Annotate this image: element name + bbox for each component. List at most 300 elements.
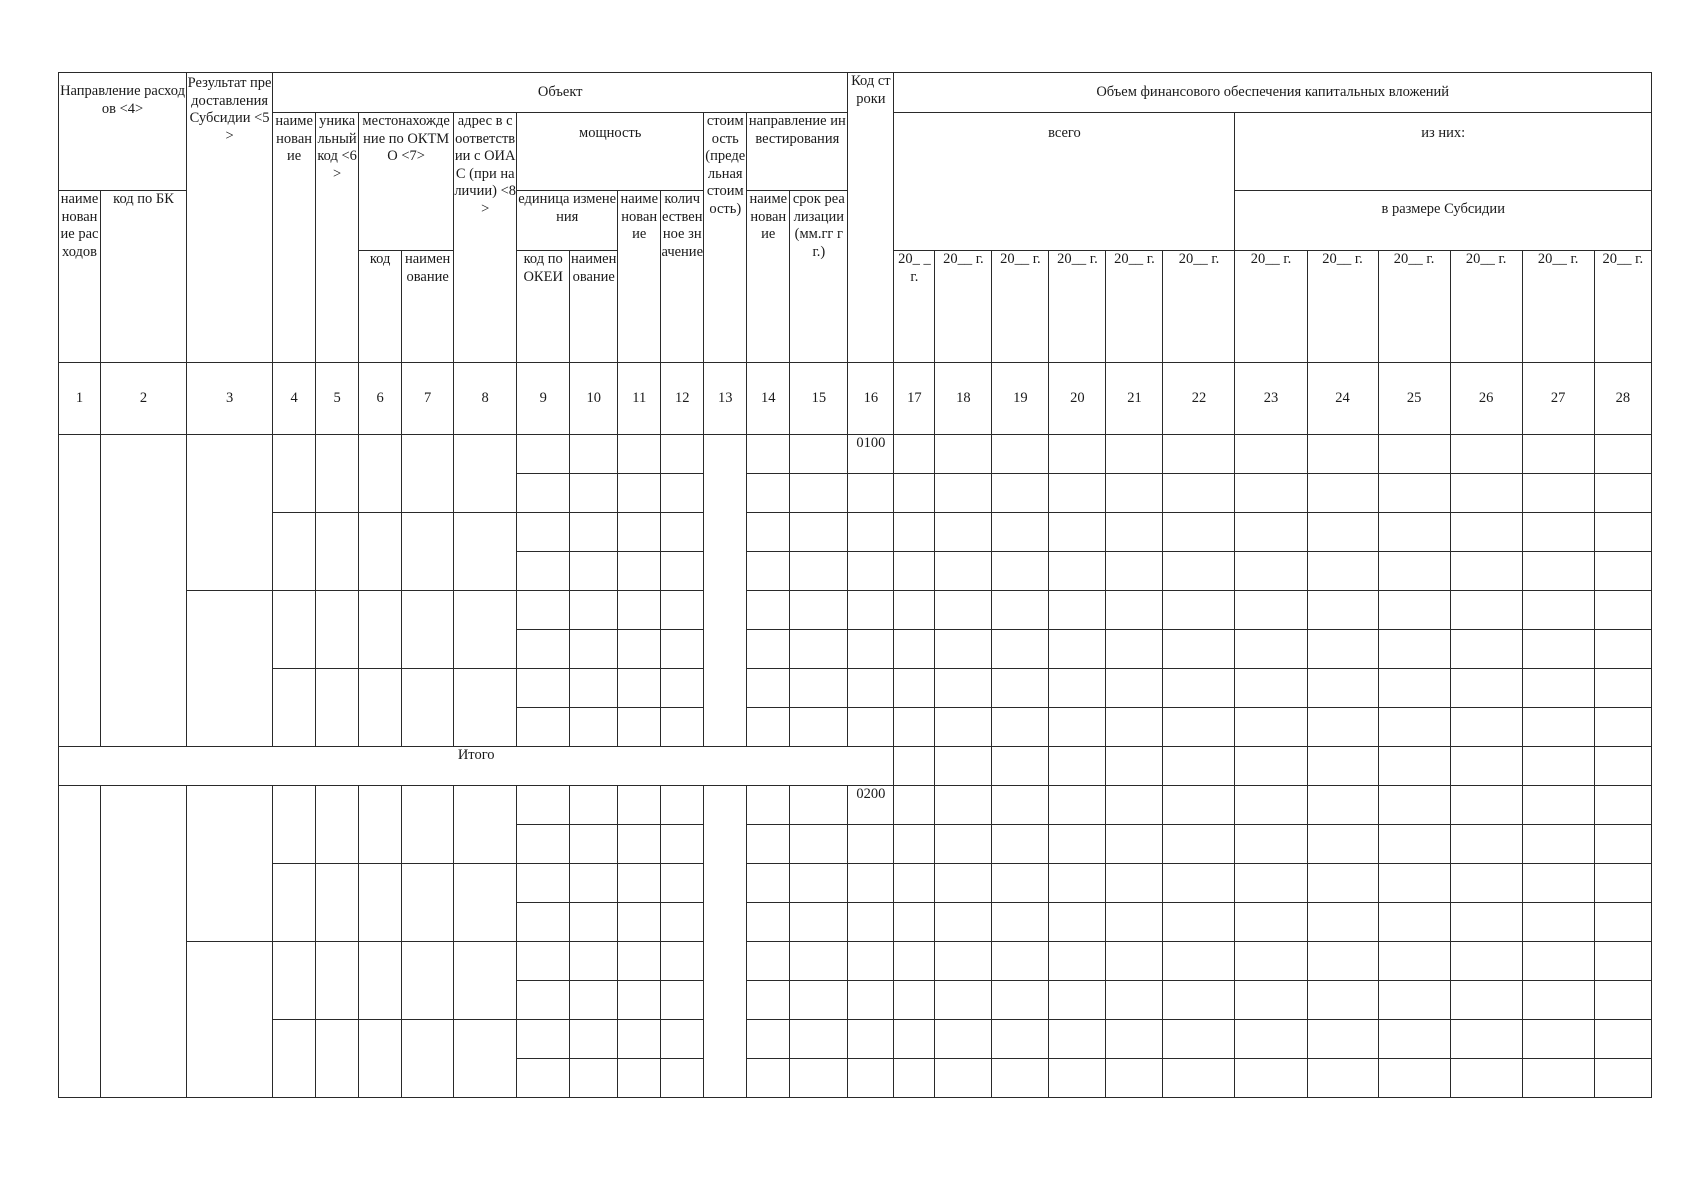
term-cell[interactable] <box>790 630 848 669</box>
amount-cell[interactable] <box>1106 708 1163 747</box>
amount-cell[interactable] <box>894 591 935 630</box>
amount-cell[interactable] <box>1450 513 1522 552</box>
object-cell[interactable] <box>402 942 454 1020</box>
result-cell[interactable] <box>187 942 273 1098</box>
object-cell[interactable] <box>359 669 402 747</box>
object-cell[interactable] <box>316 1020 359 1098</box>
capacity-cell[interactable] <box>517 708 570 747</box>
amount-cell[interactable] <box>1450 591 1522 630</box>
amount-cell[interactable] <box>1522 942 1594 981</box>
row-code-cell[interactable] <box>848 708 894 747</box>
amount-cell[interactable] <box>1049 903 1106 942</box>
itogo-amount-cell[interactable] <box>1163 747 1235 786</box>
object-cell[interactable] <box>316 942 359 1020</box>
amount-cell[interactable] <box>935 708 992 747</box>
amount-cell[interactable] <box>1235 1059 1307 1098</box>
amount-cell[interactable] <box>894 825 935 864</box>
amount-cell[interactable] <box>1307 942 1378 981</box>
itogo-amount-cell[interactable] <box>1307 747 1378 786</box>
capacity-cell[interactable] <box>618 591 661 630</box>
investment-name-cell[interactable] <box>747 435 790 474</box>
capacity-cell[interactable] <box>570 552 618 591</box>
investment-name-cell[interactable] <box>747 981 790 1020</box>
amount-cell[interactable] <box>992 942 1049 981</box>
capacity-cell[interactable] <box>517 1020 570 1059</box>
object-cell[interactable] <box>402 864 454 942</box>
row-code-cell[interactable] <box>848 1020 894 1059</box>
amount-cell[interactable] <box>1522 825 1594 864</box>
amount-cell[interactable] <box>1163 435 1235 474</box>
capacity-cell[interactable] <box>570 474 618 513</box>
object-cell[interactable] <box>454 1020 517 1098</box>
amount-cell[interactable] <box>935 942 992 981</box>
amount-cell[interactable] <box>1049 630 1106 669</box>
capacity-cell[interactable] <box>661 513 704 552</box>
amount-cell[interactable] <box>1522 981 1594 1020</box>
amount-cell[interactable] <box>894 435 935 474</box>
amount-cell[interactable] <box>935 825 992 864</box>
object-cell[interactable] <box>454 864 517 942</box>
amount-cell[interactable] <box>1106 591 1163 630</box>
itogo-amount-cell[interactable] <box>1522 747 1594 786</box>
capacity-cell[interactable] <box>618 825 661 864</box>
capacity-cell[interactable] <box>570 786 618 825</box>
amount-cell[interactable] <box>1307 786 1378 825</box>
amount-cell[interactable] <box>894 981 935 1020</box>
itogo-amount-cell[interactable] <box>1049 747 1106 786</box>
amount-cell[interactable] <box>1106 1020 1163 1059</box>
investment-name-cell[interactable] <box>747 669 790 708</box>
amount-cell[interactable] <box>992 903 1049 942</box>
object-cell[interactable] <box>402 513 454 591</box>
amount-cell[interactable] <box>894 552 935 591</box>
amount-cell[interactable] <box>1378 435 1450 474</box>
capacity-cell[interactable] <box>570 630 618 669</box>
capacity-cell[interactable] <box>618 981 661 1020</box>
capacity-cell[interactable] <box>517 864 570 903</box>
amount-cell[interactable] <box>1307 474 1378 513</box>
term-cell[interactable] <box>790 552 848 591</box>
investment-name-cell[interactable] <box>747 1020 790 1059</box>
amount-cell[interactable] <box>935 669 992 708</box>
investment-name-cell[interactable] <box>747 552 790 591</box>
itogo-amount-cell[interactable] <box>1235 747 1307 786</box>
row-code-cell[interactable] <box>848 630 894 669</box>
amount-cell[interactable] <box>1522 1059 1594 1098</box>
amount-cell[interactable] <box>1106 474 1163 513</box>
capacity-cell[interactable] <box>661 552 704 591</box>
amount-cell[interactable] <box>1450 1059 1522 1098</box>
itogo-amount-cell[interactable] <box>1106 747 1163 786</box>
amount-cell[interactable] <box>1163 786 1235 825</box>
object-cell[interactable] <box>273 786 316 864</box>
amount-cell[interactable] <box>935 630 992 669</box>
amount-cell[interactable] <box>894 786 935 825</box>
object-cell[interactable] <box>359 786 402 864</box>
amount-cell[interactable] <box>1106 669 1163 708</box>
capacity-cell[interactable] <box>517 786 570 825</box>
amount-cell[interactable] <box>1522 669 1594 708</box>
capacity-cell[interactable] <box>570 825 618 864</box>
amount-cell[interactable] <box>1307 825 1378 864</box>
itogo-amount-cell[interactable] <box>1594 747 1651 786</box>
object-cell[interactable] <box>359 1020 402 1098</box>
amount-cell[interactable] <box>1522 1020 1594 1059</box>
amount-cell[interactable] <box>992 1020 1049 1059</box>
amount-cell[interactable] <box>1450 864 1522 903</box>
expense-name-cell[interactable] <box>59 435 101 747</box>
amount-cell[interactable] <box>1594 786 1651 825</box>
amount-cell[interactable] <box>1378 474 1450 513</box>
object-cell[interactable] <box>273 864 316 942</box>
object-cell[interactable] <box>359 513 402 591</box>
row-code-cell[interactable] <box>848 552 894 591</box>
amount-cell[interactable] <box>1307 630 1378 669</box>
amount-cell[interactable] <box>992 825 1049 864</box>
amount-cell[interactable] <box>1594 552 1651 591</box>
capacity-cell[interactable] <box>618 474 661 513</box>
amount-cell[interactable] <box>1235 786 1307 825</box>
object-cell[interactable] <box>359 942 402 1020</box>
amount-cell[interactable] <box>992 864 1049 903</box>
capacity-cell[interactable] <box>517 669 570 708</box>
row-code-cell[interactable] <box>848 591 894 630</box>
object-cell[interactable] <box>273 513 316 591</box>
amount-cell[interactable] <box>1235 630 1307 669</box>
amount-cell[interactable] <box>1522 552 1594 591</box>
amount-cell[interactable] <box>1378 981 1450 1020</box>
investment-name-cell[interactable] <box>747 942 790 981</box>
result-cell[interactable] <box>187 786 273 942</box>
object-cell[interactable] <box>454 435 517 513</box>
amount-cell[interactable] <box>1163 825 1235 864</box>
amount-cell[interactable] <box>1049 981 1106 1020</box>
amount-cell[interactable] <box>1378 1059 1450 1098</box>
amount-cell[interactable] <box>1235 669 1307 708</box>
capacity-cell[interactable] <box>618 708 661 747</box>
amount-cell[interactable] <box>1049 942 1106 981</box>
capacity-cell[interactable] <box>517 825 570 864</box>
amount-cell[interactable] <box>1522 708 1594 747</box>
amount-cell[interactable] <box>1594 474 1651 513</box>
amount-cell[interactable] <box>1049 552 1106 591</box>
amount-cell[interactable] <box>935 903 992 942</box>
capacity-cell[interactable] <box>618 786 661 825</box>
amount-cell[interactable] <box>1450 903 1522 942</box>
amount-cell[interactable] <box>1307 591 1378 630</box>
object-cell[interactable] <box>359 591 402 669</box>
amount-cell[interactable] <box>894 669 935 708</box>
amount-cell[interactable] <box>1235 474 1307 513</box>
amount-cell[interactable] <box>1049 786 1106 825</box>
amount-cell[interactable] <box>1106 1059 1163 1098</box>
amount-cell[interactable] <box>1049 864 1106 903</box>
object-cell[interactable] <box>402 669 454 747</box>
amount-cell[interactable] <box>894 1059 935 1098</box>
capacity-cell[interactable] <box>661 630 704 669</box>
amount-cell[interactable] <box>1049 825 1106 864</box>
investment-name-cell[interactable] <box>747 474 790 513</box>
capacity-cell[interactable] <box>570 1059 618 1098</box>
amount-cell[interactable] <box>1594 825 1651 864</box>
row-code-cell[interactable]: 0200 <box>848 786 894 825</box>
amount-cell[interactable] <box>1522 474 1594 513</box>
amount-cell[interactable] <box>935 435 992 474</box>
amount-cell[interactable] <box>1235 825 1307 864</box>
capacity-cell[interactable] <box>618 552 661 591</box>
amount-cell[interactable] <box>992 513 1049 552</box>
amount-cell[interactable] <box>1522 630 1594 669</box>
amount-cell[interactable] <box>1594 903 1651 942</box>
capacity-cell[interactable] <box>517 630 570 669</box>
capacity-cell[interactable] <box>570 708 618 747</box>
row-code-cell[interactable] <box>848 825 894 864</box>
investment-name-cell[interactable] <box>747 591 790 630</box>
amount-cell[interactable] <box>992 669 1049 708</box>
amount-cell[interactable] <box>935 786 992 825</box>
amount-cell[interactable] <box>1594 435 1651 474</box>
object-cell[interactable] <box>454 591 517 669</box>
object-cell[interactable] <box>402 1020 454 1098</box>
amount-cell[interactable] <box>894 513 935 552</box>
cost-cell[interactable] <box>704 435 747 747</box>
amount-cell[interactable] <box>935 981 992 1020</box>
amount-cell[interactable] <box>1378 1020 1450 1059</box>
row-code-cell[interactable] <box>848 669 894 708</box>
capacity-cell[interactable] <box>618 864 661 903</box>
term-cell[interactable] <box>790 1020 848 1059</box>
amount-cell[interactable] <box>1522 591 1594 630</box>
amount-cell[interactable] <box>1594 942 1651 981</box>
amount-cell[interactable] <box>1594 1059 1651 1098</box>
object-cell[interactable] <box>273 669 316 747</box>
amount-cell[interactable] <box>1307 1020 1378 1059</box>
investment-name-cell[interactable] <box>747 786 790 825</box>
amount-cell[interactable] <box>1049 435 1106 474</box>
amount-cell[interactable] <box>1450 669 1522 708</box>
amount-cell[interactable] <box>992 630 1049 669</box>
amount-cell[interactable] <box>1106 435 1163 474</box>
amount-cell[interactable] <box>1307 1059 1378 1098</box>
object-cell[interactable] <box>454 942 517 1020</box>
capacity-cell[interactable] <box>570 903 618 942</box>
object-cell[interactable] <box>454 513 517 591</box>
object-cell[interactable] <box>454 786 517 864</box>
amount-cell[interactable] <box>1307 435 1378 474</box>
capacity-cell[interactable] <box>661 435 704 474</box>
term-cell[interactable] <box>790 903 848 942</box>
capacity-cell[interactable] <box>618 435 661 474</box>
itogo-amount-cell[interactable] <box>1450 747 1522 786</box>
cost-cell[interactable] <box>704 786 747 1098</box>
object-cell[interactable] <box>402 435 454 513</box>
object-cell[interactable] <box>454 669 517 747</box>
result-cell[interactable] <box>187 435 273 591</box>
amount-cell[interactable] <box>1163 942 1235 981</box>
itogo-amount-cell[interactable] <box>992 747 1049 786</box>
capacity-cell[interactable] <box>570 864 618 903</box>
amount-cell[interactable] <box>1522 786 1594 825</box>
object-cell[interactable] <box>402 591 454 669</box>
amount-cell[interactable] <box>1235 1020 1307 1059</box>
object-cell[interactable] <box>273 1020 316 1098</box>
amount-cell[interactable] <box>1450 825 1522 864</box>
amount-cell[interactable] <box>1450 981 1522 1020</box>
amount-cell[interactable] <box>1106 864 1163 903</box>
term-cell[interactable] <box>790 513 848 552</box>
term-cell[interactable] <box>790 591 848 630</box>
amount-cell[interactable] <box>1049 591 1106 630</box>
amount-cell[interactable] <box>1522 513 1594 552</box>
capacity-cell[interactable] <box>661 1059 704 1098</box>
amount-cell[interactable] <box>1049 474 1106 513</box>
amount-cell[interactable] <box>1106 903 1163 942</box>
capacity-cell[interactable] <box>661 669 704 708</box>
row-code-cell[interactable] <box>848 864 894 903</box>
amount-cell[interactable] <box>935 513 992 552</box>
amount-cell[interactable] <box>1235 435 1307 474</box>
amount-cell[interactable] <box>1106 825 1163 864</box>
capacity-cell[interactable] <box>618 1020 661 1059</box>
amount-cell[interactable] <box>1450 1020 1522 1059</box>
amount-cell[interactable] <box>1594 708 1651 747</box>
itogo-amount-cell[interactable] <box>1378 747 1450 786</box>
amount-cell[interactable] <box>1307 669 1378 708</box>
amount-cell[interactable] <box>1378 708 1450 747</box>
amount-cell[interactable] <box>1307 552 1378 591</box>
capacity-cell[interactable] <box>661 981 704 1020</box>
amount-cell[interactable] <box>935 1059 992 1098</box>
amount-cell[interactable] <box>992 474 1049 513</box>
object-cell[interactable] <box>273 435 316 513</box>
amount-cell[interactable] <box>1378 786 1450 825</box>
bk-code-cell[interactable] <box>101 435 187 747</box>
capacity-cell[interactable] <box>517 591 570 630</box>
capacity-cell[interactable] <box>661 903 704 942</box>
term-cell[interactable] <box>790 669 848 708</box>
capacity-cell[interactable] <box>517 552 570 591</box>
amount-cell[interactable] <box>894 630 935 669</box>
amount-cell[interactable] <box>1049 1059 1106 1098</box>
amount-cell[interactable] <box>1106 630 1163 669</box>
amount-cell[interactable] <box>1594 1020 1651 1059</box>
amount-cell[interactable] <box>935 864 992 903</box>
amount-cell[interactable] <box>1163 708 1235 747</box>
investment-name-cell[interactable] <box>747 1059 790 1098</box>
investment-name-cell[interactable] <box>747 630 790 669</box>
term-cell[interactable] <box>790 435 848 474</box>
capacity-cell[interactable] <box>517 942 570 981</box>
capacity-cell[interactable] <box>517 513 570 552</box>
amount-cell[interactable] <box>1450 942 1522 981</box>
amount-cell[interactable] <box>935 1020 992 1059</box>
capacity-cell[interactable] <box>570 669 618 708</box>
row-code-cell[interactable] <box>848 1059 894 1098</box>
capacity-cell[interactable] <box>570 513 618 552</box>
capacity-cell[interactable] <box>517 1059 570 1098</box>
amount-cell[interactable] <box>1049 513 1106 552</box>
amount-cell[interactable] <box>1450 708 1522 747</box>
amount-cell[interactable] <box>992 981 1049 1020</box>
amount-cell[interactable] <box>1594 630 1651 669</box>
bk-code-cell[interactable] <box>101 786 187 1098</box>
amount-cell[interactable] <box>1163 474 1235 513</box>
capacity-cell[interactable] <box>618 1059 661 1098</box>
amount-cell[interactable] <box>1522 903 1594 942</box>
amount-cell[interactable] <box>1307 513 1378 552</box>
capacity-cell[interactable] <box>517 903 570 942</box>
amount-cell[interactable] <box>1106 981 1163 1020</box>
term-cell[interactable] <box>790 786 848 825</box>
amount-cell[interactable] <box>992 1059 1049 1098</box>
amount-cell[interactable] <box>1594 591 1651 630</box>
object-cell[interactable] <box>359 435 402 513</box>
amount-cell[interactable] <box>1163 630 1235 669</box>
amount-cell[interactable] <box>1106 942 1163 981</box>
amount-cell[interactable] <box>1106 786 1163 825</box>
capacity-cell[interactable] <box>618 903 661 942</box>
amount-cell[interactable] <box>1307 903 1378 942</box>
amount-cell[interactable] <box>894 903 935 942</box>
amount-cell[interactable] <box>1378 864 1450 903</box>
itogo-amount-cell[interactable] <box>894 747 935 786</box>
amount-cell[interactable] <box>1450 552 1522 591</box>
amount-cell[interactable] <box>1378 552 1450 591</box>
row-code-cell[interactable]: 0100 <box>848 435 894 474</box>
amount-cell[interactable] <box>1049 708 1106 747</box>
object-cell[interactable] <box>273 942 316 1020</box>
capacity-cell[interactable] <box>661 591 704 630</box>
term-cell[interactable] <box>790 981 848 1020</box>
result-cell[interactable] <box>187 591 273 747</box>
capacity-cell[interactable] <box>661 708 704 747</box>
row-code-cell[interactable] <box>848 942 894 981</box>
term-cell[interactable] <box>790 825 848 864</box>
expense-name-cell[interactable] <box>59 786 101 1098</box>
investment-name-cell[interactable] <box>747 708 790 747</box>
amount-cell[interactable] <box>1522 864 1594 903</box>
object-cell[interactable] <box>359 864 402 942</box>
amount-cell[interactable] <box>1594 981 1651 1020</box>
amount-cell[interactable] <box>1378 825 1450 864</box>
term-cell[interactable] <box>790 708 848 747</box>
amount-cell[interactable] <box>1163 981 1235 1020</box>
term-cell[interactable] <box>790 864 848 903</box>
amount-cell[interactable] <box>1378 591 1450 630</box>
capacity-cell[interactable] <box>661 474 704 513</box>
amount-cell[interactable] <box>1594 513 1651 552</box>
amount-cell[interactable] <box>935 591 992 630</box>
capacity-cell[interactable] <box>661 786 704 825</box>
amount-cell[interactable] <box>1307 981 1378 1020</box>
object-cell[interactable] <box>316 864 359 942</box>
amount-cell[interactable] <box>1235 552 1307 591</box>
amount-cell[interactable] <box>1450 435 1522 474</box>
amount-cell[interactable] <box>1378 630 1450 669</box>
object-cell[interactable] <box>273 591 316 669</box>
capacity-cell[interactable] <box>618 942 661 981</box>
term-cell[interactable] <box>790 474 848 513</box>
capacity-cell[interactable] <box>517 981 570 1020</box>
capacity-cell[interactable] <box>570 981 618 1020</box>
amount-cell[interactable] <box>992 786 1049 825</box>
row-code-cell[interactable] <box>848 903 894 942</box>
capacity-cell[interactable] <box>570 1020 618 1059</box>
amount-cell[interactable] <box>1163 513 1235 552</box>
term-cell[interactable] <box>790 1059 848 1098</box>
amount-cell[interactable] <box>1594 669 1651 708</box>
amount-cell[interactable] <box>1163 1020 1235 1059</box>
